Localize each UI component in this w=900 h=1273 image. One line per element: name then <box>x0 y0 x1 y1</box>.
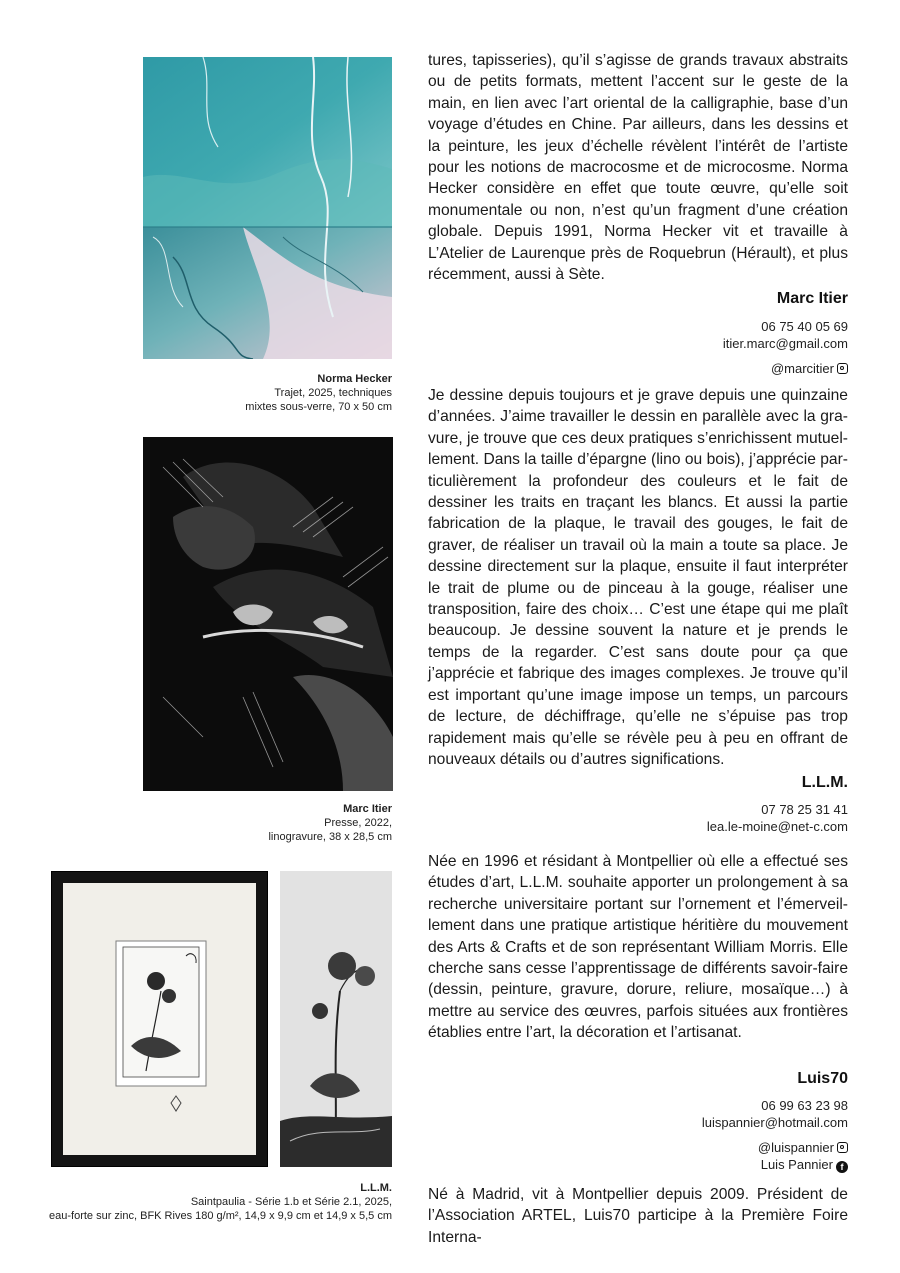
caption-details: Presse, 2022, <box>324 817 392 829</box>
luis70-paragraph: Né à Madrid, vit à Montpellier depuis 2009. Président de l’Association ARTEL, Luis70 participe à la Première Foire Interna- <box>428 1186 848 1246</box>
phone-number: 06 99 63 23 98 <box>761 1098 848 1113</box>
caption-artist-name: L.L.M. <box>360 1182 392 1194</box>
caption-details: mixtes sous-verre, 70 x 50 cm <box>245 401 392 413</box>
email-address: lea.le-moine@net-c.com <box>706 819 848 834</box>
instagram-handle: @luispannier <box>757 1140 834 1155</box>
instagram-icon <box>837 1142 848 1153</box>
facebook-icon: f <box>836 1161 848 1173</box>
marc-itier-social <box>771 360 848 377</box>
luis70-social <box>758 1139 848 1173</box>
llm-caption <box>49 1181 392 1223</box>
norma-hecker-caption <box>245 372 392 414</box>
luis70-contact <box>702 1097 848 1131</box>
norma-hecker-artwork <box>143 57 392 359</box>
caption-details: Saintpaulia - Série 1.b et Série 2.1, 2025, <box>190 1196 392 1208</box>
caption-details: eau-forte sur zinc, BFK Rives 180 g/m², 14,9 x 9,9 cm et 14,9 x 5,5 cm <box>49 1210 392 1222</box>
email-address: itier.marc@gmail.com <box>722 336 848 351</box>
llm-name: L.L.M. <box>801 774 848 791</box>
instagram-handle: @marcitier <box>770 361 834 376</box>
caption-details: linogravure, 38 x 28,5 cm <box>268 831 392 843</box>
caption-artist-name: Norma Hecker <box>317 373 392 385</box>
facebook-name: Luis Pannier <box>760 1157 833 1172</box>
marc-itier-caption <box>268 802 392 844</box>
phone-number: 07 78 25 31 41 <box>761 802 848 817</box>
marc-itier-paragraph: Je dessine depuis toujours et je grave depuis une quinzaine d’années. J’aime travailler le dessin en parallèle avec la gravure, je trouve que ces deux pratiques s’enrichissent mutuellement. Dans la taille d’épargne (lino ou bois), j’apprécie particulièrement la profondeur des couleurs et le fait de dessiner les traits en traçant les blancs. Et aussi la partie fabrication de la plaque, le travail des gouges, le fait de graver, de réaliser un travail où la main a toute sa place. Je dessine directement sur la plaque, ensuite il faut interpréter le trait de plume ou de pinceau à la gouge, réaliser une transposition, faire des choix… C’est une étape qui me plaît beaucoup. Je dessine souvent la nature et je prends le temps de la regarder. C’est sans doute pour ça que j’apprécie et fabrique des images complexes. Je trouve qu’il est important qu’une image impose un temps, un parcours de lecture, de déchiffrage, qu’elle ne s’épuise pas trop rapidement mais qu’elle se révèle peu à peu en offrant de nouveaux détails ou d’autres significations. <box>428 387 848 768</box>
caption-artist-name: Marc Itier <box>343 803 392 815</box>
phone-number: 06 75 40 05 69 <box>761 319 848 334</box>
llm-contact <box>707 801 848 835</box>
caption-details: Trajet, 2025, techniques <box>274 387 392 399</box>
marc-itier-contact <box>723 318 848 352</box>
llm-narrow-etching <box>280 871 392 1167</box>
marc-itier-artwork <box>143 437 393 791</box>
email-address: luispannier@hotmail.com <box>701 1115 848 1130</box>
luis70-name: Luis70 <box>797 1070 848 1087</box>
instagram-icon <box>837 363 848 374</box>
marc-itier-name: Marc Itier <box>776 290 848 307</box>
llm-paragraph: Née en 1996 et résidant à Montpellier où elle a effectué ses études d’art, L.L.M. souhaite apporter un prolongement à sa recherche universitaire portant sur l’ornement et l’émerveillement dans une pratique artistique héritière du mouvement des Arts & Crafts et de son représentant William Morris. Elle cherche sans cesse l’apprentissage de différents savoir-faire (dessin, peinture, gravure, dorure, reliure, mosaïque…) à mettre au service des œuvres, parfois situées aux frontières établies entre l’art, la décoration et l’artisanat. <box>428 853 848 1042</box>
norma-hecker-paragraph: tures, tapisseries), qu’il s’agisse de grands travaux abstraits ou de petits formats, mettent l’accent sur le geste de la main, en lien avec l’art oriental de la calligraphie, base d’un voyage d’études en Chine. Par ailleurs, dans les dessins et la peinture, les jeux d’échelle révèlent l’intérêt de l’artiste pour les notions de macrocosme et de microcosme. Norma Hecker considère en effet que toute œuvre, qu’elle soit monumentale ou non, n’est qu’un fragment d’une création globale. Depuis 1991, Norma Hecker vit et travaille à L’Atelier de Laurenque près de Roquebrun (Hérault), et plus récemment, aussi à Sète. <box>428 52 848 284</box>
llm-framed-etching <box>51 871 268 1167</box>
